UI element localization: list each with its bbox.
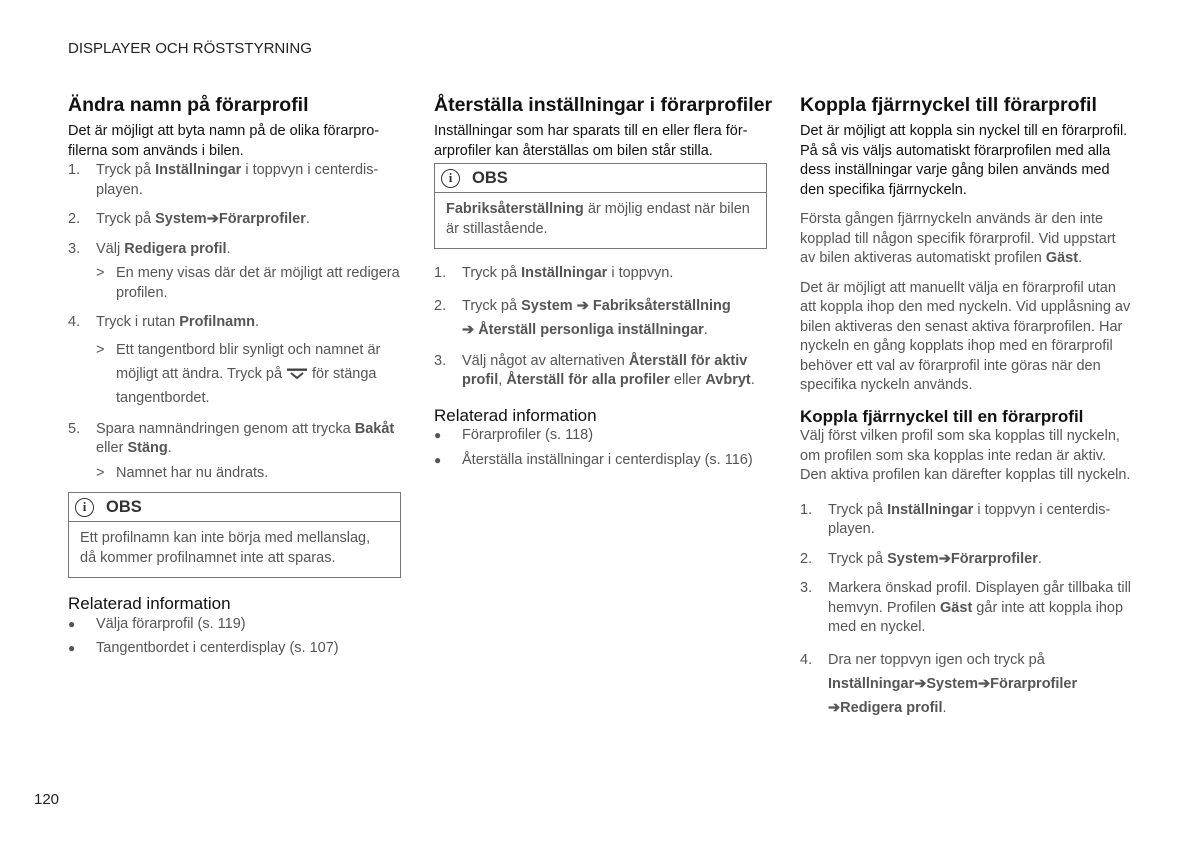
result-item [96, 464, 401, 484]
menu-term: Gäst [940, 599, 973, 616]
menu-term: Stäng [127, 440, 168, 457]
step-text: . [1037, 550, 1042, 567]
step-number: 3. [434, 352, 447, 369]
result-item [96, 338, 401, 410]
list-item [68, 313, 401, 333]
menu-term: Redigera profil [124, 240, 227, 257]
step-number: 2. [68, 211, 81, 228]
menu-term: Förarprofiler [950, 550, 1038, 567]
related-link[interactable] [434, 451, 767, 471]
list-item [800, 579, 1133, 638]
step-text: Spara namnändringen genom att trycka [96, 420, 355, 437]
bullet-icon: ● [434, 452, 442, 467]
list-item [800, 550, 1133, 570]
note-text [435, 193, 766, 248]
body-text: Välj först vilken profil som ska kopplas till nyckeln, om profilen som ska kopplas inte redan är aktiv. Den aktiva profilen kan därefter kopplas till nyckeln. [800, 428, 1131, 484]
note-title: OBS [472, 168, 508, 187]
step-text: Tryck på [828, 501, 888, 518]
menu-term: Återställ för aktiv profil [462, 352, 748, 389]
step-text: . [942, 699, 947, 716]
result-text: Ett tangentbord blir synligt och namnet är möjligt att ändra. Tryck på [116, 341, 381, 382]
step-text: . [305, 211, 310, 228]
step-text: . [167, 440, 172, 457]
step-text: Markera önskad profil. Displayen går tillbaka till hemvyn. Profilen [828, 580, 1132, 616]
keyboard-hide-icon [286, 368, 308, 380]
result-marker: > [96, 265, 105, 282]
result-marker: > [96, 341, 105, 358]
step-text: i toppvyn i centerdisplayen. [828, 501, 1111, 538]
related-link[interactable] [68, 615, 401, 635]
step-text: Tryck på [828, 550, 888, 567]
step-text: . [750, 372, 755, 389]
related-link-text[interactable]: Tangentbordet i centerdisplay (s. 107) [96, 640, 339, 657]
result-text: Namnet har nu ändrats. [116, 464, 269, 481]
note-header [435, 164, 766, 193]
result-text: En meny visas där det är möjligt att redigera profilen. [116, 265, 400, 301]
step-number: 1. [800, 501, 813, 518]
related-link-text[interactable]: Välja förarprofil (s. 119) [96, 615, 246, 632]
bullet-icon: ● [68, 616, 76, 631]
step-text: eller [96, 440, 128, 457]
step-number: 1. [434, 265, 447, 282]
step-number: 3. [68, 240, 81, 257]
step-text: Tryck på [462, 297, 522, 314]
menu-term: Bakåt [354, 420, 395, 437]
step-text: i toppvyn i centerdisplayen. [96, 162, 379, 198]
section-title: Koppla fjärrnyckel till förarprofil [800, 94, 1097, 116]
menu-term: Gäst [1045, 250, 1079, 267]
step-text: . [255, 314, 260, 331]
list-item [68, 161, 401, 200]
info-icon: i [75, 498, 94, 517]
step-number: 4. [68, 314, 81, 331]
running-header: DISPLAYER OCH RÖSTSTYRNING [68, 40, 312, 57]
step-text: , [498, 372, 507, 389]
list-item [434, 264, 767, 284]
section-title: Återställa inställningar i förarprofiler [434, 94, 773, 116]
menu-term: Inställningar [828, 675, 915, 692]
step-number: 3. [800, 580, 813, 597]
step-number: 4. [800, 651, 813, 668]
step-text: Tryck på [462, 265, 522, 282]
result-text: för stänga tangentbordet. [116, 365, 377, 406]
arrow-icon: ➔ [462, 321, 475, 338]
note-title: OBS [106, 497, 142, 516]
arrow-icon: ➔ [828, 699, 841, 716]
menu-term: Fabriksåterställning [592, 297, 731, 314]
menu-term: System [887, 550, 939, 567]
info-icon: i [441, 169, 460, 188]
step-number: 2. [434, 297, 447, 314]
menu-term: Förarprofiler [990, 675, 1078, 692]
step-text: Välj [96, 240, 125, 257]
menu-term: System [926, 675, 978, 692]
related-link-text[interactable]: Förarprofiler (s. 118) [462, 427, 594, 444]
menu-term: Fabriksåterställning [446, 201, 584, 218]
menu-term: Inställningar [155, 162, 242, 179]
related-link[interactable] [434, 426, 767, 446]
page-number: 120 [34, 791, 60, 808]
note-box [68, 492, 401, 578]
menu-term: System [155, 211, 207, 228]
related-title: Relaterad information [434, 405, 597, 425]
note-header [69, 493, 400, 522]
menu-term: Inställningar [521, 265, 608, 282]
list-item [800, 501, 1133, 540]
step-text: går inte att koppla ihop med en nyckel. [828, 599, 1124, 636]
body-text [800, 210, 1133, 269]
arrow-icon: ➔ [914, 675, 927, 692]
intro-text: Det är möjligt att byta namn på de olika förarprofilerna som används i bilen. [68, 123, 380, 159]
bullet-icon: ● [68, 641, 76, 656]
note-text: Ett profilnamn kan inte börja med mellanslag, då kommer profilnamnet inte att sparas. [80, 530, 371, 566]
step-text: . [226, 240, 231, 257]
step-number: 5. [68, 420, 81, 437]
note-text-part: är möjlig endast när bilen är stillastående. [446, 201, 750, 237]
body-text-part: Första gången fjärrnyckeln används är den inte kopplad till någon specifik förarprofil. Vid uppstart av bilen aktiveras automatiskt profilen [800, 211, 1116, 267]
result-marker: > [96, 464, 105, 481]
menu-term: Inställningar [887, 501, 974, 518]
step-number: 2. [800, 550, 813, 567]
intro-text: Det är möjligt att koppla sin nyckel till en förarprofil. På så vis väljs automatiskt förarprofilen med alla dess inställningar varje gång bilen används med den specifika fjärrnyckeln. [800, 123, 1128, 198]
menu-term: Profilnamn [179, 314, 255, 331]
step-text: Dra ner toppvyn igen och tryck på [828, 651, 1045, 668]
column-reset-profile [434, 92, 773, 470]
step-number: 1. [68, 162, 81, 179]
list-item [68, 420, 401, 459]
body-text: Det är möjligt att manuellt välja en förarprofil utan att koppla ihop den med nyckeln. Vid upplåsning av bilen aktiveras den senast aktiva förarprofilen. Har nyckeln en gång kopplats ihop med en förarprofil behöver ett val av förarprofil inte göras när den specifika nyckeln används. [800, 279, 1131, 394]
list-item [68, 240, 401, 260]
result-item [96, 264, 401, 303]
step-text: Välj något av alternativen [462, 352, 629, 369]
menu-term: Återställ för alla profiler [506, 372, 670, 389]
arrow-icon: ➔ [576, 297, 589, 314]
menu-term: System [521, 297, 573, 314]
arrow-icon: ➔ [977, 675, 991, 692]
menu-term: Förarprofiler [218, 211, 306, 228]
step-text: i toppvyn. [607, 265, 674, 282]
list-item [434, 352, 767, 391]
related-title: Relaterad information [68, 594, 231, 614]
column-rename-profile [68, 92, 401, 659]
column-link-key [800, 92, 1133, 720]
bullet-icon: ● [434, 428, 442, 443]
step-text: Tryck i rutan [96, 314, 180, 331]
step-text: Tryck på [96, 162, 156, 179]
note-box [434, 163, 767, 249]
body-text-part: . [1078, 250, 1083, 267]
related-link-text[interactable]: Återställa inställningar i centerdisplay (s. 116) [462, 451, 753, 468]
menu-term: Redigera profil [840, 699, 943, 716]
step-text: Tryck på [96, 211, 156, 228]
list-item [800, 648, 1133, 720]
arrow-icon: ➔ [206, 211, 219, 228]
list-item [68, 210, 401, 230]
menu-term: Återställ personliga inställningar [478, 321, 704, 338]
section-title: Ändra namn på förarprofil [68, 94, 309, 116]
related-link[interactable] [68, 639, 401, 659]
list-item [434, 294, 767, 342]
step-text: eller [669, 372, 706, 389]
arrow-icon: ➔ [938, 550, 951, 567]
subsection-title: Koppla fjärrnyckel till en förarprofil [800, 406, 1084, 426]
intro-text: Inställningar som har sparats till en eller flera förarprofiler kan återställas om bilen står stilla. [434, 123, 748, 159]
step-text: . [703, 321, 708, 338]
menu-term: Avbryt [705, 372, 751, 389]
